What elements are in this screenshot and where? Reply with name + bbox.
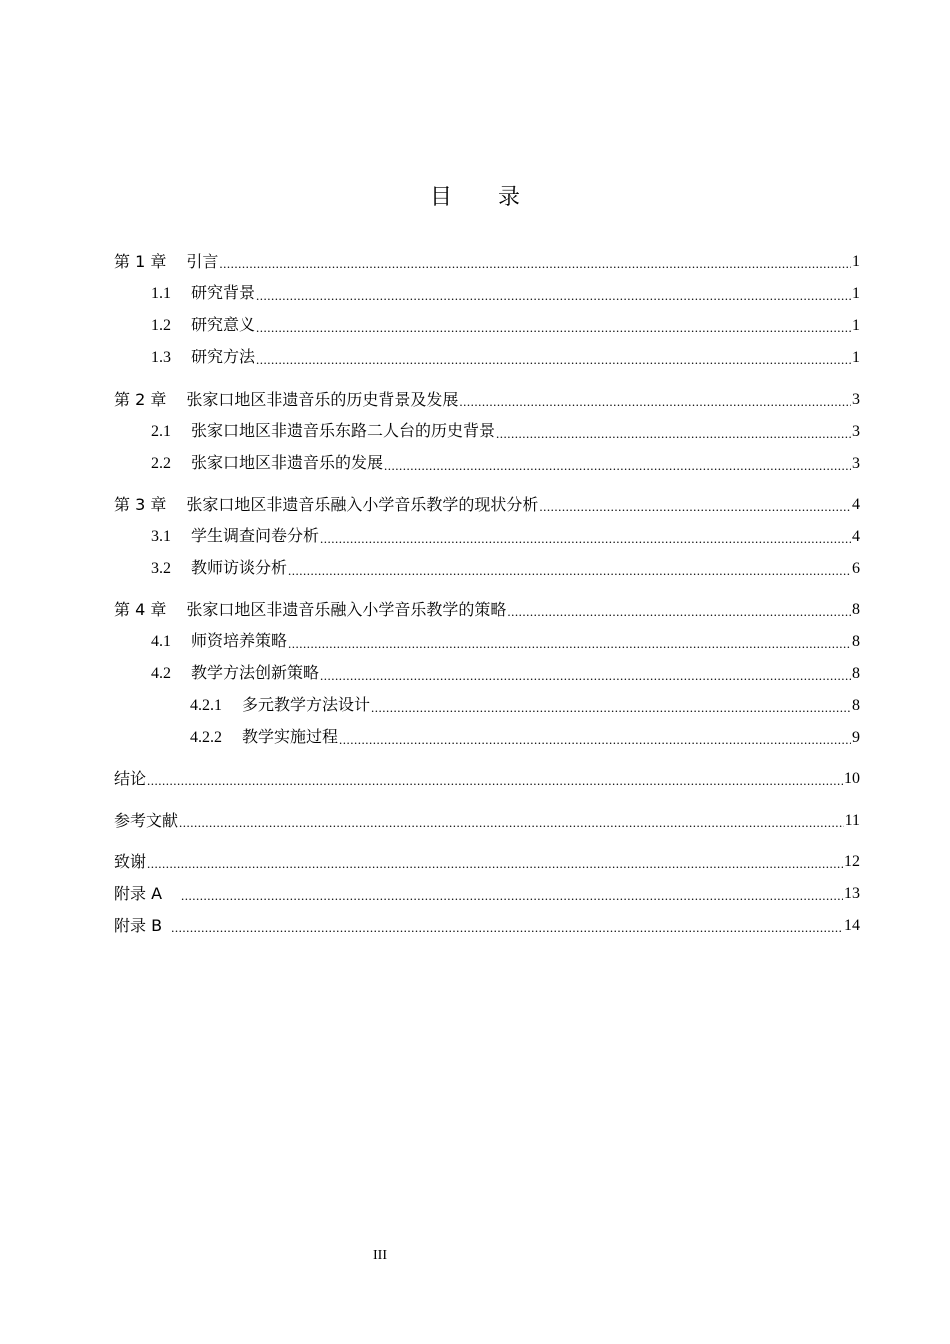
toc-entry-page: 13: [844, 885, 860, 902]
toc-entry-number: 第 2 章: [114, 390, 167, 409]
toc-entry-title: 张家口地区非遗音乐融入小学音乐教学的策略: [186, 600, 507, 619]
toc-entry[interactable]: [114, 692, 860, 716]
toc-entry-leader-dots: [181, 888, 843, 904]
toc-entry[interactable]: [114, 628, 860, 652]
page-number: III: [373, 1248, 387, 1263]
toc-entry[interactable]: [114, 523, 860, 547]
toc-entry-title: 附录 A: [114, 884, 163, 903]
toc-entry-title: 致谢: [114, 852, 147, 871]
toc-entry-leader-dots: [256, 352, 851, 368]
toc-entry[interactable]: [114, 312, 860, 336]
toc-entry[interactable]: [114, 880, 860, 904]
toc-entry-title: 研究方法: [191, 349, 256, 366]
toc-entry-number: 1.2: [151, 317, 171, 334]
toc-entry[interactable]: [114, 724, 860, 748]
toc-entry-leader-dots: [496, 426, 851, 442]
toc-entry[interactable]: [114, 450, 860, 474]
toc-entry-leader-dots: [507, 604, 851, 620]
toc-title: [0, 180, 950, 211]
toc-entry-leader-dots: [179, 815, 844, 831]
toc-entry-title: 引言: [186, 252, 219, 271]
toc-entry-page: 14: [844, 917, 860, 934]
toc-entry-page: 3: [852, 423, 860, 440]
toc-entry-page: 8: [852, 633, 860, 650]
toc-entry-title: 教师访谈分析: [191, 560, 288, 577]
toc-entry-number: 1.1: [151, 285, 171, 302]
toc-entry-leader-dots: [320, 531, 851, 547]
toc-entry-number: 4.2.1: [190, 697, 222, 714]
toc-entry[interactable]: [114, 807, 860, 831]
toc-entry-leader-dots: [171, 920, 843, 936]
toc-entry-page: 9: [852, 729, 860, 746]
toc-entry[interactable]: [114, 344, 860, 368]
toc-entry-leader-dots: [384, 458, 851, 474]
toc-entry-number: 4.2: [151, 665, 171, 682]
toc-entry-title: 张家口地区非遗音乐的发展: [191, 455, 384, 472]
toc-entry-title: 附录 B: [114, 916, 163, 935]
toc-entry-number: 3.2: [151, 560, 171, 577]
toc-entry-title: 张家口地区非遗音乐东路二人台的历史背景: [191, 423, 496, 440]
toc-entry-title: 研究意义: [191, 317, 256, 334]
toc-entry-leader-dots: [371, 700, 851, 716]
toc-entry-number: 1.3: [151, 349, 171, 366]
toc-entry-page: 8: [852, 601, 860, 618]
toc-entry-number: 3.1: [151, 528, 171, 545]
toc-entry-page: 3: [852, 391, 860, 408]
toc-entry[interactable]: [114, 491, 860, 515]
toc-entry-leader-dots: [147, 773, 843, 789]
toc-entry-title: 张家口地区非遗音乐的历史背景及发展: [186, 390, 459, 409]
toc-entry-number: 2.2: [151, 455, 171, 472]
toc-entry-page: 1: [852, 317, 860, 334]
toc-entry-title: 结论: [114, 769, 147, 788]
toc-entry-leader-dots: [539, 499, 851, 515]
toc-entry-leader-dots: [320, 668, 851, 684]
toc-entry-page: 12: [844, 853, 860, 870]
toc-entry[interactable]: [114, 386, 860, 410]
toc-entry[interactable]: [114, 248, 860, 272]
toc-title-right: 录: [498, 185, 521, 210]
toc-entry-number: 第 1 章: [114, 252, 167, 271]
toc-entry-page: 1: [852, 349, 860, 366]
toc-entry[interactable]: [114, 848, 860, 872]
toc-entry-number: 第 3 章: [114, 495, 167, 514]
toc-entry-leader-dots: [459, 394, 851, 410]
toc-entry-title: 多元教学方法设计: [242, 697, 371, 714]
toc-entry[interactable]: [114, 912, 860, 936]
toc-entry[interactable]: [114, 765, 860, 789]
toc-entry-title: 参考文献: [114, 811, 179, 830]
toc-entry-page: 1: [852, 285, 860, 302]
toc-entry-page: 10: [844, 770, 860, 787]
toc-entry-leader-dots: [288, 636, 851, 652]
toc-entry[interactable]: [114, 418, 860, 442]
toc-entry-title: 师资培养策略: [191, 633, 288, 650]
toc-entry-page: 8: [852, 665, 860, 682]
toc-entry[interactable]: [114, 660, 860, 684]
toc-entry-page: 4: [852, 496, 860, 513]
toc-entry-page: 1: [852, 253, 860, 270]
toc-entry-page: 6: [852, 560, 860, 577]
toc-entry-leader-dots: [339, 732, 851, 748]
toc-entry-page: 8: [852, 697, 860, 714]
toc-entry-number: 4.1: [151, 633, 171, 650]
toc-entry-title: 教学方法创新策略: [191, 665, 320, 682]
toc-entry-leader-dots: [147, 856, 843, 872]
toc-entry-page: 4: [852, 528, 860, 545]
toc-entry-leader-dots: [288, 563, 851, 579]
toc-entry[interactable]: [114, 596, 860, 620]
toc-title-left: 目: [429, 185, 452, 210]
toc-entry-title: 张家口地区非遗音乐融入小学音乐教学的现状分析: [186, 495, 539, 514]
toc-entry-leader-dots: [256, 320, 851, 336]
toc-entry-title: 教学实施过程: [242, 729, 339, 746]
toc-entry-title: 学生调查问卷分析: [191, 528, 320, 545]
toc-entry[interactable]: [114, 280, 860, 304]
toc-entry-leader-dots: [219, 256, 851, 272]
toc-entry-leader-dots: [256, 288, 851, 304]
toc-entry[interactable]: [114, 555, 860, 579]
toc-entry-number: 第 4 章: [114, 600, 167, 619]
toc-entry-number: 4.2.2: [190, 729, 222, 746]
toc-entry-title: 研究背景: [191, 285, 256, 302]
toc-entry-number: 2.1: [151, 423, 171, 440]
toc-entry-page: 3: [852, 455, 860, 472]
toc-entry-page: 11: [844, 812, 860, 829]
